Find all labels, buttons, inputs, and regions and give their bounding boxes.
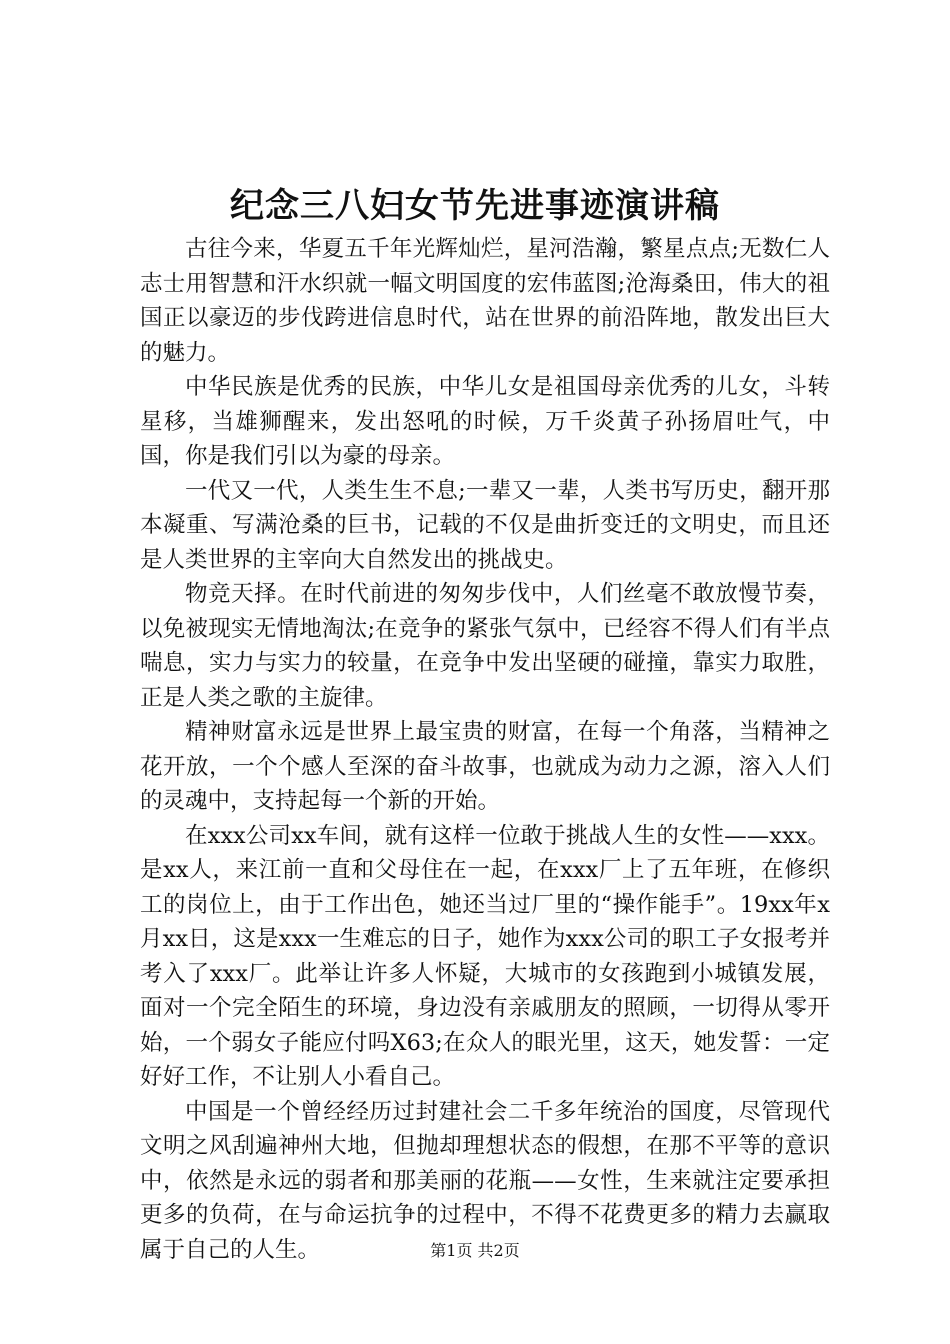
paragraph: 中华民族是优秀的民族，中华儿女是祖国母亲优秀的儿女，斗转星移，当雄狮醒来，发出怒吼的时候，万千炎黄子孙扬眉吐气，中国，你是我们引以为豪的母亲。 bbox=[140, 374, 830, 469]
paragraph: 精神财富永远是世界上最宝贵的财富，在每一个角落，当精神之花开放，一个个感人至深的奋斗故事，也就成为动力之源，溶入人们的灵魂中，支持起每一个新的开始。 bbox=[140, 719, 830, 814]
paragraph: 一代又一代，人类生生不息;一辈又一辈，人类书写历史，翻开那本凝重、写满沧桑的巨书，记载的不仅是曲折变迁的文明史，而且还是人类世界的主宰向大自然发出的挑战史。 bbox=[140, 477, 830, 573]
page-number-footer: 第1页 共2页 bbox=[430, 1241, 520, 1260]
document-title: 纪念三八妇女节先进事迹演讲稿 bbox=[230, 186, 720, 226]
paragraph: 古往今来，华夏五千年光辉灿烂，星河浩瀚，繁星点点;无数仁人志士用智慧和汗水织就一幅文明国度的宏伟蓝图;沧海桑田，伟大的祖国正以豪迈的步伐跨进信息时代，站在世界的前沿阵地，散发出巨大的魅力。 bbox=[140, 236, 830, 366]
document-body bbox=[140, 232, 830, 1267]
paragraph: 在xxx公司xx车间，就有这样一位敢于挑战人生的女性——xxx。是xx人，来江前一直和父母住在一起，在xxx厂上了五年班，在修织工的岗位上，由于工作出色，她还当过厂里的“操作能手”。19xx年x月xx日，这是xxx一生难忘的日子，她作为xxx公司的职工子女报考并考入了xxx厂。此举让许多人怀疑，大城市的女孩跑到小城镇发展，面对一个完全陌生的环境，身边没有亲戚朋友的照顾，一切得从零开始，一个弱女子能应付吗X63;在众人的眼光里，这天，她发誓：一定好好工作，不让别人小看自己。 bbox=[140, 822, 830, 1090]
paragraph: 物竞天择。在时代前进的匆匆步伐中，人们丝毫不敢放慢节奏，以免被现实无情地淘汰;在竞争的紧张气氛中，已经容不得人们有半点喘息，实力与实力的较量，在竞争中发出坚硬的碰撞，靠实力取胜，正是人类之歌的主旋律。 bbox=[140, 581, 830, 711]
paragraph: 中国是一个曾经经历过封建社会二千多年统治的国度，尽管现代文明之风刮遍神州大地，但抛却理想状态的假想，在那不平等的意识中，依然是永远的弱者和那美丽的花瓶——女性，生来就注定要承担更多的负荷，在与命运抗争的过程中，不得不花费更多的精力去赢取属于自己的人生。 bbox=[140, 1098, 830, 1263]
